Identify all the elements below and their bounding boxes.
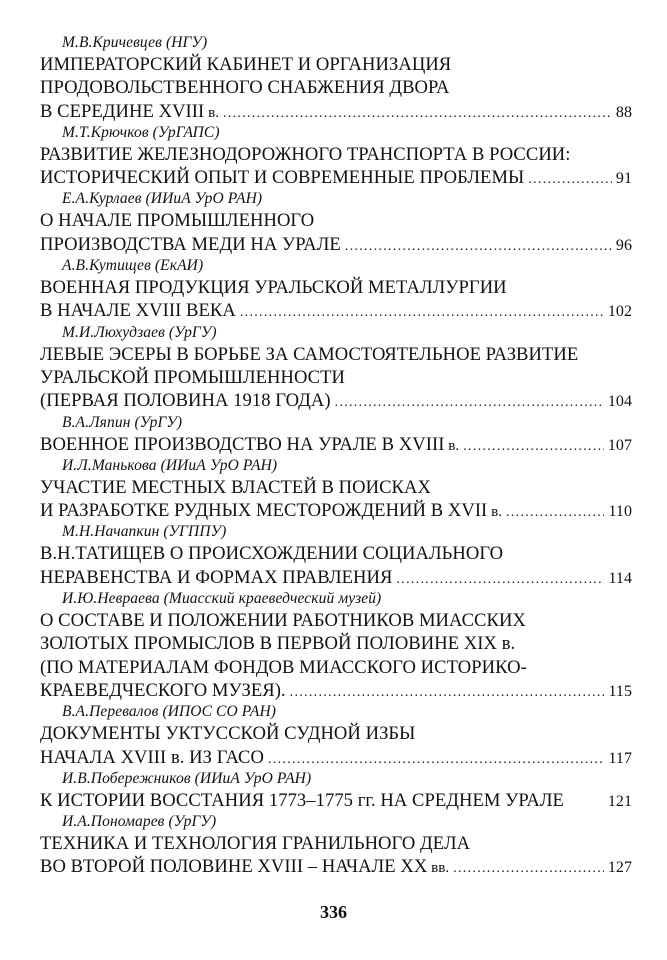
entry-title-line: ТЕХНИКА И ТЕХНОЛОГИЯ ГРАНИЛЬНОГО ДЕЛА	[40, 833, 471, 855]
entry-title-text	[40, 789, 564, 814]
page-number: 336	[320, 902, 347, 922]
dot-leader	[240, 301, 604, 324]
entry-title-last-line	[40, 389, 632, 412]
dot-leader	[223, 102, 612, 125]
entry-title-main: ВОЕННОЕ ПРОИЗВОДСТВО НА УРАЛЕ В XVIII	[40, 433, 445, 455]
entry-title-line: УРАЛЬСКОЙ ПРОМЫШЛЕННОСТИ	[40, 366, 346, 388]
entry-title-text	[40, 746, 264, 771]
entry-title-last-line	[40, 433, 632, 456]
entry-title-line: (ПО МАТЕРИАЛАМ ФОНДОВ МИАССКОГО ИСТОРИКО-	[40, 656, 527, 678]
entry-title-line: ИМПЕРАТОРСКИЙ КАБИНЕТ И ОРГАНИЗАЦИЯ	[40, 54, 452, 75]
entry-title-main: В СЕРЕДИНЕ XVIII	[40, 100, 205, 122]
table-of-contents	[40, 33, 632, 879]
entry-title-last-line	[40, 100, 632, 123]
entry-title-line: ЗОЛОТЫХ ПРОМЫСЛОВ В ПЕРВОЙ ПОЛОВИНЕ XIX в.	[40, 633, 516, 655]
entry-page-number: 121	[607, 792, 632, 810]
entry-title-text	[40, 433, 459, 458]
entry-author: М.В.Кричевцев (НГУ)	[62, 34, 208, 51]
dot-leader	[335, 391, 604, 414]
entry-title-last-line	[40, 746, 632, 769]
entry-author: И.Ю.Невраева (Миасский краеведческий музей)	[62, 590, 382, 608]
toc-entry	[40, 812, 632, 879]
entry-page-number: 96	[615, 236, 632, 254]
entry-title-text	[40, 499, 502, 524]
entry-page-number: 117	[608, 749, 632, 767]
toc-entry	[40, 522, 632, 589]
entry-title-text	[40, 166, 524, 191]
entry-title-last-line	[40, 233, 632, 256]
entry-author: В.А.Перевалов (ИПОС СО РАН)	[62, 703, 277, 721]
entry-title-text	[40, 855, 449, 880]
entry-author: М.Н.Начапкин (УГППУ)	[62, 523, 227, 541]
entry-author: И.А.Пономарев (УрГУ)	[62, 813, 217, 831]
toc-entry	[40, 456, 632, 523]
entry-page-number: 102	[607, 303, 632, 321]
dot-leader	[268, 748, 604, 771]
entry-title-last-line	[40, 566, 632, 589]
entry-title-main: ПРОИЗВОДСТВА МЕДИ НА УРАЛЕ	[40, 233, 341, 255]
entry-page-number: 114	[608, 569, 632, 587]
toc-entry	[40, 256, 632, 323]
entry-title-main: ИСТОРИЧЕСКИЙ ОПЫТ И СОВРЕМЕННЫЕ ПРОБЛЕМЫ	[40, 167, 525, 189]
entry-author: В.А.Ляпин (УрГУ)	[62, 413, 183, 431]
entry-author: И.В.Побережников (ИИиА УрО РАН)	[62, 769, 312, 787]
toc-entry	[40, 33, 632, 123]
toc-entry	[40, 123, 632, 190]
entry-page-number: 88	[615, 103, 632, 121]
dot-leader	[345, 235, 612, 258]
entry-title-text	[40, 566, 392, 591]
entry-title-text	[40, 679, 286, 704]
entry-title-main: И РАЗРАБОТКЕ РУДНЫХ МЕСТОРОЖДЕНИЙ В XVII	[40, 500, 488, 522]
entry-author: М.Т.Крючков (УрГАПС)	[62, 123, 220, 141]
entry-title-main: НЕРАВЕНСТВА И ФОРМАХ ПРАВЛЕНИЯ	[40, 566, 393, 588]
entry-title-main: К ИСТОРИИ ВОССТАНИЯ 1773–1775 гг. НА СРЕДНЕМ УРАЛЕ	[40, 789, 564, 811]
dot-leader	[453, 857, 604, 880]
entry-title-line: ПРОДОВОЛЬСТВЕННОГО СНАБЖЕНИЯ ДВОРА	[40, 77, 450, 99]
entry-title-line: РАЗВИТИЕ ЖЕЛЕЗНОДОРОЖНОГО ТРАНСПОРТА В РОССИИ:	[40, 143, 571, 165]
entry-title-last-line	[40, 789, 632, 812]
entry-author: А.В.Кутищев (ЕкАИ)	[62, 257, 204, 275]
entry-title-suffix: в.	[204, 104, 220, 121]
entry-title-suffix: в.	[487, 504, 503, 521]
dot-leader	[506, 501, 604, 524]
dot-leader	[528, 168, 612, 191]
entry-title-line: В.Н.ТАТИЩЕВ О ПРОИСХОЖДЕНИИ СОЦИАЛЬНОГО	[40, 543, 504, 565]
entry-title-main: (ПЕРВАЯ ПОЛОВИНА 1918 ГОДА)	[40, 390, 331, 412]
dot-leader	[463, 435, 604, 458]
entry-title-last-line	[40, 679, 632, 702]
entry-title-last-line	[40, 499, 632, 522]
entry-page-number: 127	[607, 859, 632, 877]
dot-leader	[396, 568, 604, 591]
entry-title-main: НАЧАЛА XVIII в. ИЗ ГАСО	[40, 746, 264, 768]
entry-author: Е.А.Курлаев (ИИиА УрО РАН)	[62, 190, 263, 208]
toc-entry	[40, 769, 632, 812]
entry-title-line: ЛЕВЫЕ ЭСЕРЫ В БОРЬБЕ ЗА САМОСТОЯТЕЛЬНОЕ РАЗВИТИЕ	[40, 343, 579, 365]
entry-title-line: ДОКУМЕНТЫ УКТУССКОЙ СУДНОЙ ИЗБЫ	[40, 723, 416, 745]
entry-title-last-line	[40, 166, 632, 189]
entry-author: И.Л.Манькова (ИИиА УрО РАН)	[62, 456, 278, 474]
entry-title-text	[40, 100, 219, 125]
toc-entry	[40, 323, 632, 413]
entry-title-text	[40, 389, 331, 414]
entry-title-suffix: в.	[444, 437, 460, 454]
entry-title-main: ВО ВТОРОЙ ПОЛОВИНЕ XVIII – НАЧАЛЕ XX	[40, 856, 428, 878]
entry-title-last-line	[40, 299, 632, 322]
toc-entry	[40, 413, 632, 456]
entry-page-number: 107	[607, 436, 632, 454]
entry-title-last-line	[40, 855, 632, 878]
entry-title-text	[40, 299, 236, 324]
entry-page-number: 91	[615, 170, 632, 188]
entry-title-line: УЧАСТИЕ МЕСТНЫХ ВЛАСТЕЙ В ПОИСКАХ	[40, 476, 431, 498]
entry-title-line: ВОЕННАЯ ПРОДУКЦИЯ УРАЛЬСКОЙ МЕТАЛЛУРГИИ	[40, 277, 507, 299]
entry-title-main: В НАЧАЛЕ XVIII ВЕКА	[40, 300, 236, 322]
entry-author: М.И.Люхудзаев (УрГУ)	[62, 323, 217, 341]
entry-page-number: 115	[608, 682, 632, 700]
entry-title-line: О НАЧАЛЕ ПРОМЫШЛЕННОГО	[40, 210, 315, 232]
entry-title-line: О СОСТАВЕ И ПОЛОЖЕНИИ РАБОТНИКОВ МИАССКИХ	[40, 610, 526, 632]
entry-title-suffix: вв.	[427, 860, 450, 877]
toc-entry	[40, 589, 632, 702]
toc-entry	[40, 189, 632, 256]
toc-entry	[40, 702, 632, 769]
entry-page-number: 110	[608, 503, 632, 521]
entry-title-main: КРАЕВЕДЧЕСКОГО МУЗЕЯ).	[40, 679, 286, 701]
entry-page-number: 104	[607, 393, 632, 411]
dot-leader	[290, 681, 605, 704]
entry-title-text	[40, 233, 341, 258]
